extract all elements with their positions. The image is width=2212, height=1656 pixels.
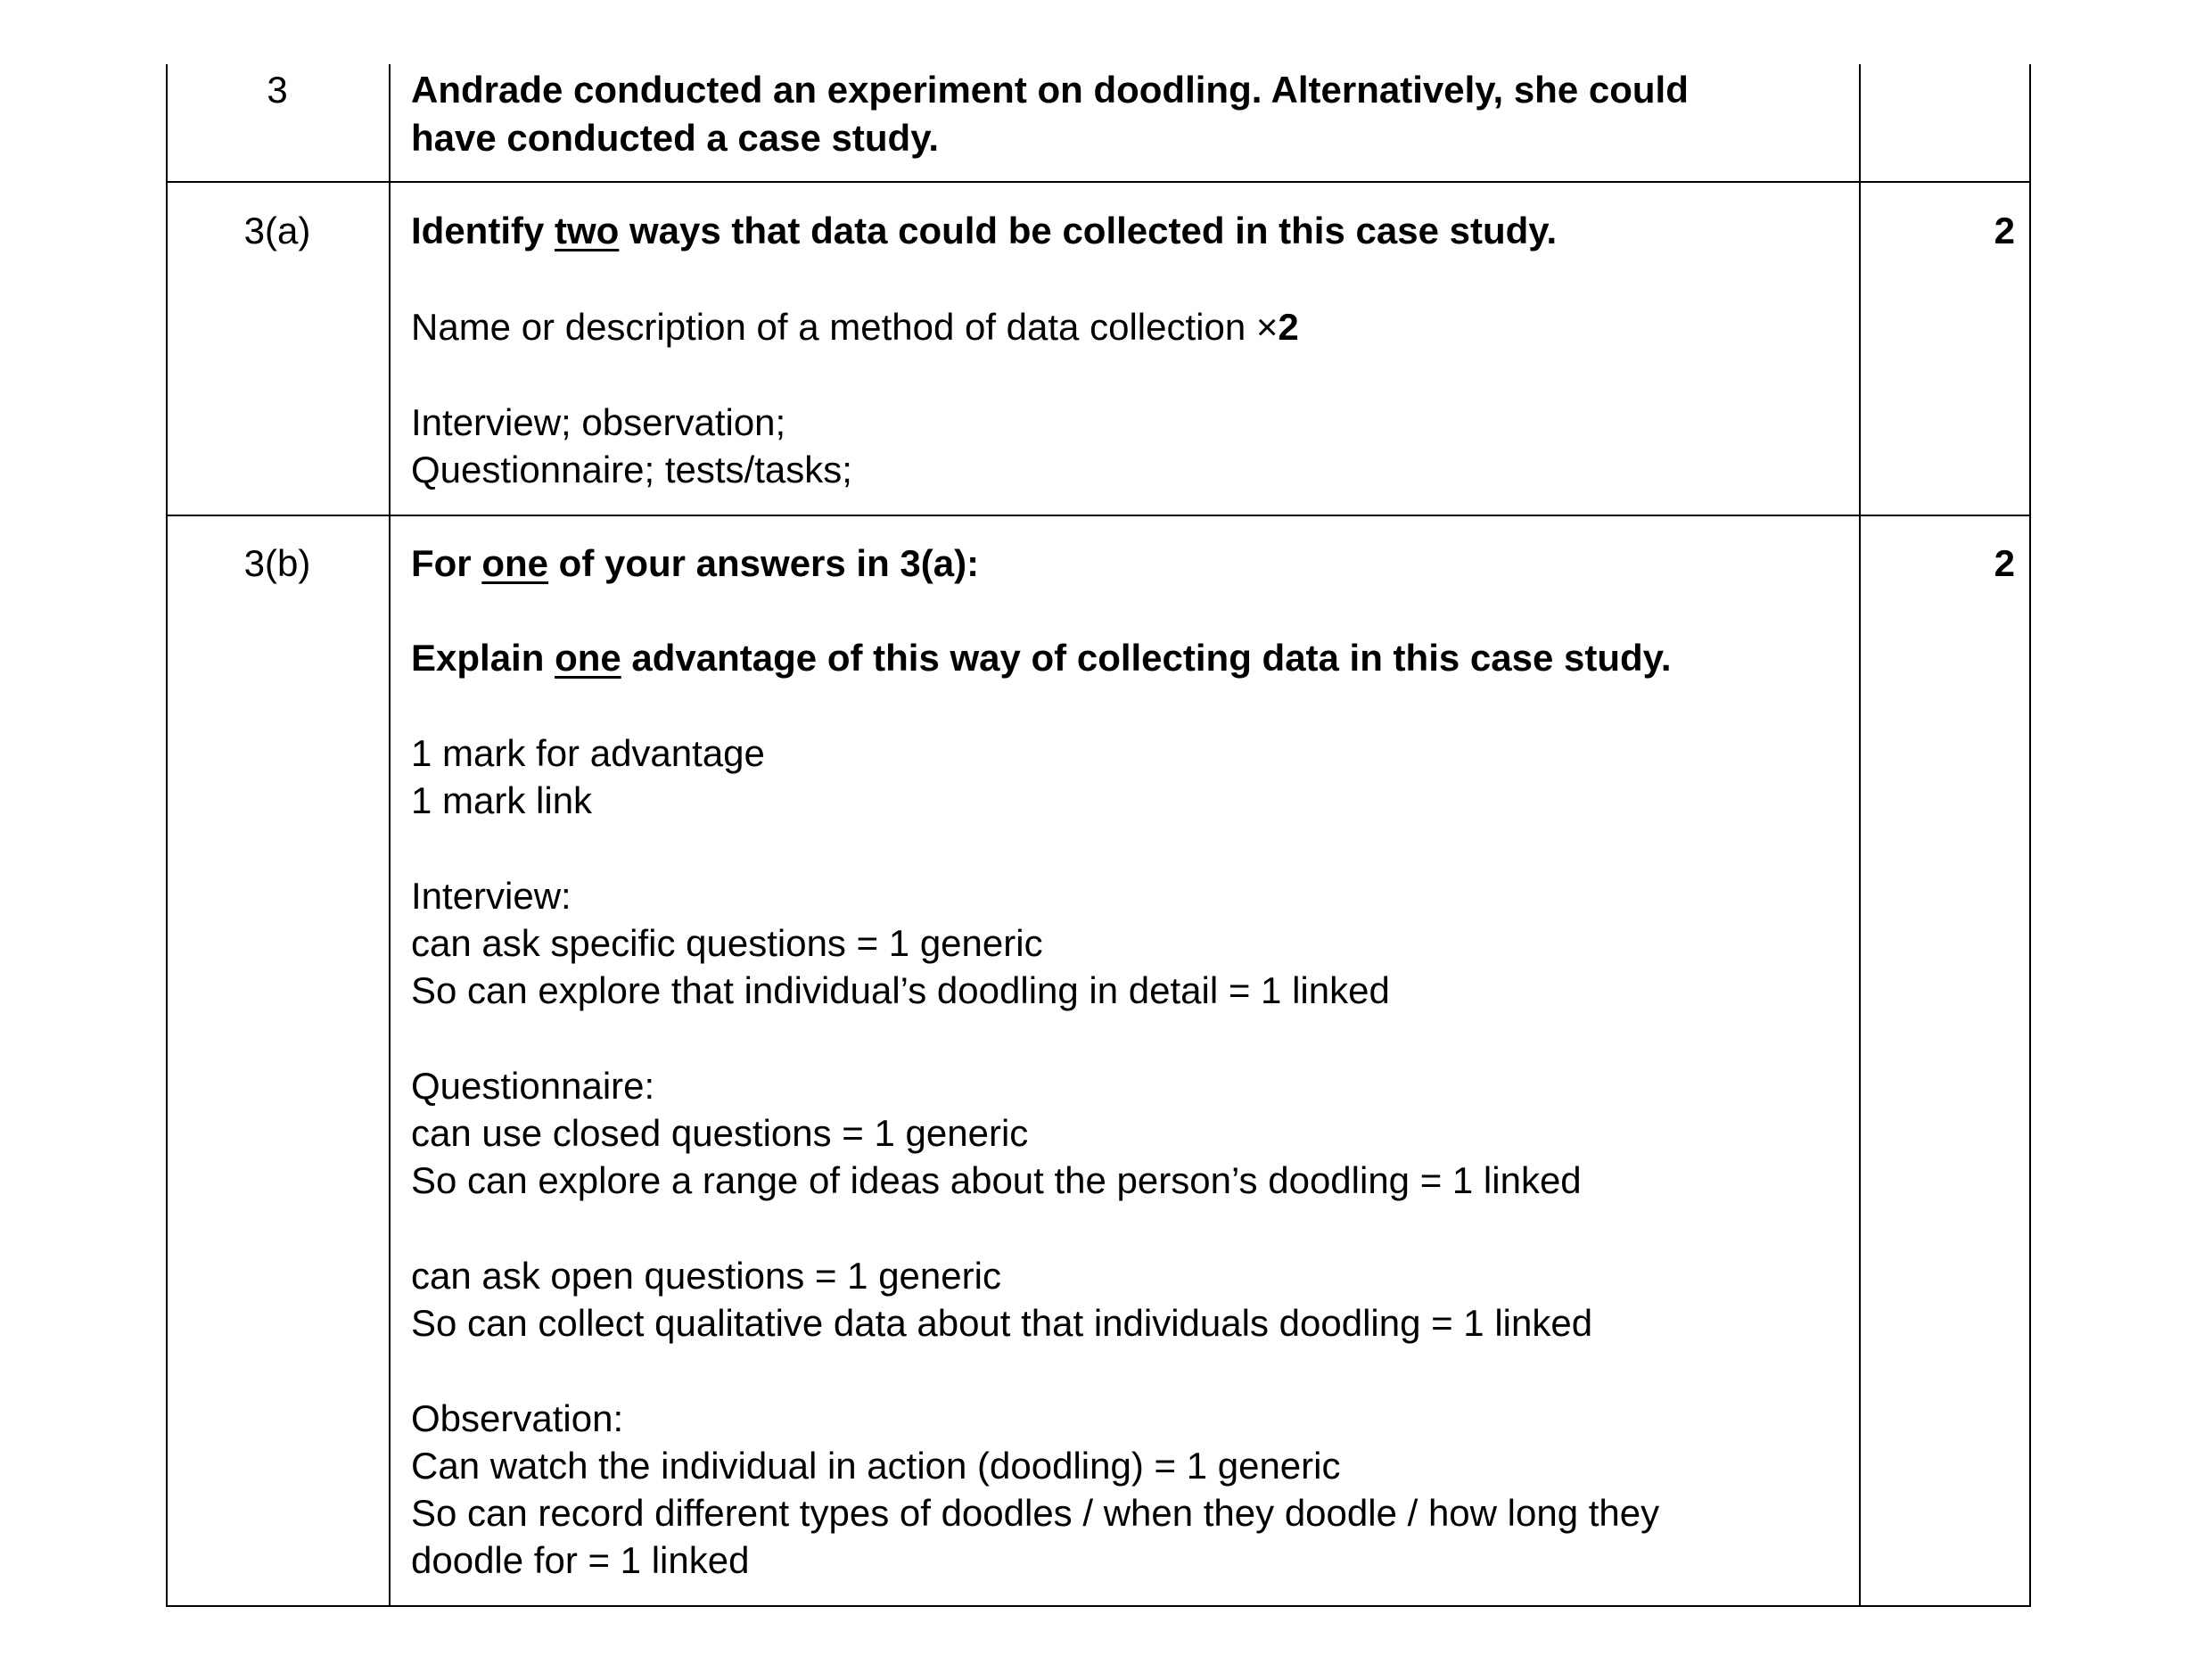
marking-guidance: 1 mark for advantage bbox=[411, 732, 765, 774]
answer-line: can ask open questions = 1 generic bbox=[411, 1255, 1001, 1297]
question-text: For one of your answers in 3(a): bbox=[411, 542, 980, 584]
marks-value: 2 bbox=[1994, 210, 2015, 251]
column-divider-marks bbox=[1859, 64, 1861, 1607]
answer-line: can use closed questions = 1 generic bbox=[411, 1112, 1029, 1154]
answer-line: Questionnaire; tests/tasks; bbox=[411, 449, 852, 490]
answer-line: Interview; observation; bbox=[411, 401, 786, 443]
marks-value: 2 bbox=[1994, 542, 2015, 584]
question-number: 3(a) bbox=[243, 210, 311, 251]
answer-line: So can explore a range of ideas about the person’s doodling = 1 linked bbox=[411, 1159, 1582, 1201]
answer-line: doodle for = 1 linked bbox=[411, 1539, 750, 1581]
answer-line: Can watch the individual in action (doodling) = 1 generic bbox=[411, 1445, 1341, 1487]
question-number: 3 bbox=[267, 69, 288, 111]
question-stem-line: Andrade conducted an experiment on doodling. Alternatively, she could bbox=[411, 69, 1689, 111]
answer-line: So can record different types of doodles / when they doodle / how long they bbox=[411, 1492, 1660, 1534]
answer-heading: Observation: bbox=[411, 1397, 624, 1439]
table-border-right bbox=[2029, 64, 2031, 1607]
table-border-left bbox=[166, 64, 168, 1607]
marking-guidance: 1 mark link bbox=[411, 779, 593, 821]
answer-heading: Interview: bbox=[411, 875, 572, 917]
column-divider-question bbox=[389, 64, 391, 1607]
row-divider-1 bbox=[166, 181, 2031, 183]
question-number: 3(b) bbox=[243, 542, 311, 584]
question-text: Explain one advantage of this way of collecting data in this case study. bbox=[411, 637, 1672, 679]
table-border-bottom bbox=[166, 1605, 2031, 1607]
question-text: Identify two ways that data could be collected in this case study. bbox=[411, 210, 1558, 251]
row-divider-2 bbox=[166, 515, 2031, 516]
answer-line: can ask specific questions = 1 generic bbox=[411, 922, 1043, 964]
answer-heading: Questionnaire: bbox=[411, 1065, 655, 1107]
answer-line: So can collect qualitative data about that individuals doodling = 1 linked bbox=[411, 1302, 1593, 1344]
question-stem-line: have conducted a case study. bbox=[411, 117, 940, 159]
answer-line: So can explore that individual’s doodling in detail = 1 linked bbox=[411, 969, 1390, 1011]
marking-guidance: Name or description of a method of data collection ×2 bbox=[411, 306, 1299, 348]
